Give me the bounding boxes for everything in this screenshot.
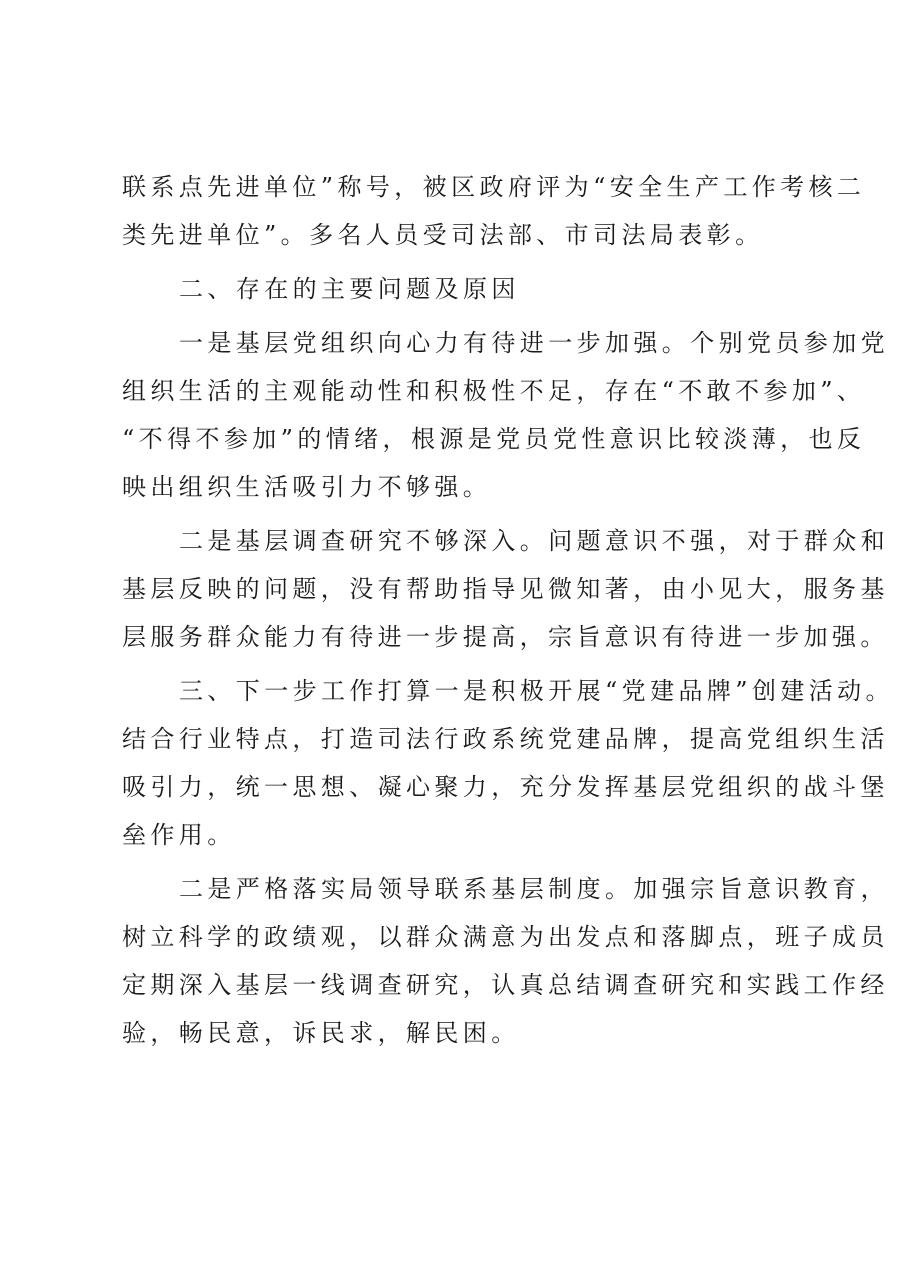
text-line: 定期深入基层一线调查研究，认真总结调查研究和实践工作经 (122, 971, 889, 999)
text-line: 结合行业特点，打造司法行政系统党建品牌，提高党组织生活 (122, 725, 889, 753)
document-body (122, 168, 894, 1052)
section-heading-next-steps: 三、下一步工作打算一是积极开展“党建品牌”创建活动。 (179, 677, 894, 705)
text-line: “不得不参加”的情绪，根源是党员党性意识比较淡薄，也反 (122, 425, 866, 453)
text-line: 树立科学的政绩观，以群众满意为出发点和落脚点，班子成员 (122, 923, 889, 951)
section-heading-problems: 二、存在的主要问题及原因 (179, 275, 520, 303)
text-line: 一是基层党组织向心力有待进一步加强。个别党员参加党 (179, 329, 889, 357)
text-line: 基层反映的问题，没有帮助指导见微知著，由小见大，服务基 (122, 575, 889, 603)
text-line: 吸引力，统一思想、凝心聚力，充分发挥基层党组织的战斗堡 (122, 773, 889, 801)
text-line: 验，畅民意，诉民求，解民困。 (122, 1019, 520, 1047)
text-line: 二是严格落实局领导联系基层制度。加强宗旨意识教育， (179, 875, 889, 903)
text-line: 组织生活的主观能动性和积极性不足，存在“不敢不参加”、 (122, 377, 866, 405)
text-line: 映出组织生活吸引力不够强。 (122, 473, 492, 501)
text-line: 联系点先进单位”称号，被区政府评为“安全生产工作考核二 (122, 173, 866, 201)
text-line: 垒作用。 (122, 821, 236, 849)
text-line: 二是基层调查研究不够深入。问题意识不强，对于群众和 (179, 527, 889, 555)
text-line: 类先进单位”。多名人员受司法部、市司法局表彰。 (122, 221, 764, 249)
text-line: 层服务群众能力有待进一步提高，宗旨意识有待进一步加强。 (122, 623, 889, 651)
